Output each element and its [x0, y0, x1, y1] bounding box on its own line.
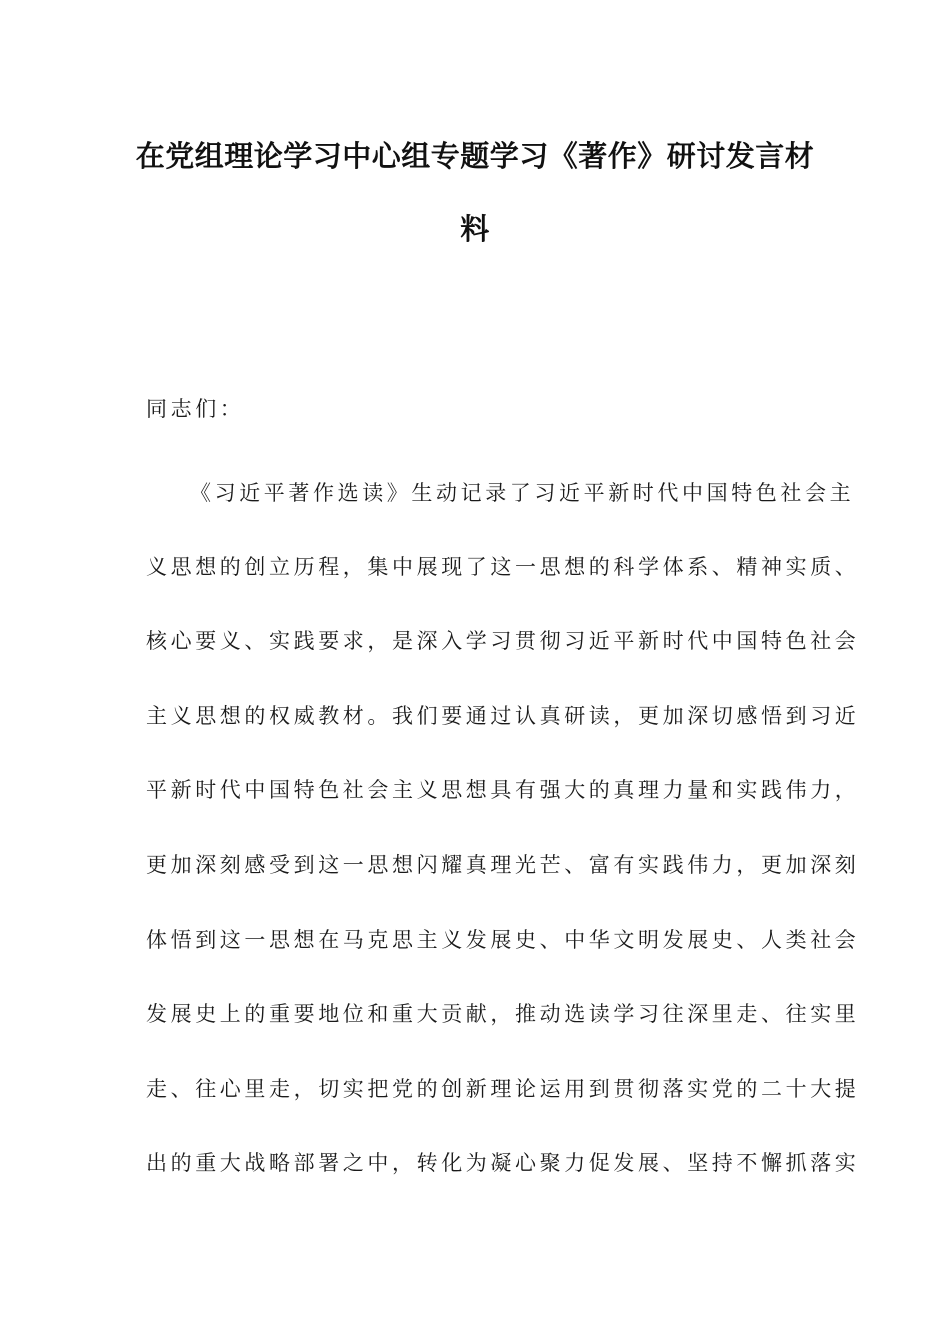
paragraph-line-4: 主义思想的权威教材。我们要通过认真研读，更加深切感悟到习近 [146, 704, 860, 728]
paragraph-line-5: 平新时代中国特色社会主义思想具有强大的真理力量和实践伟力， [146, 778, 860, 802]
paragraph-line-3: 核心要义、实践要求，是深入学习贯彻习近平新时代中国特色社会 [146, 629, 860, 653]
paragraph-line-7: 体悟到这一思想在马克思主义发展史、中华文明发展史、人类社会 [146, 928, 860, 952]
paragraph-line-2: 义思想的创立历程，集中展现了这一思想的科学体系、精神实质、 [146, 555, 860, 579]
paragraph-line-9: 走、往心里走，切实把党的创新理论运用到贯彻落实党的二十大提 [146, 1077, 860, 1101]
paragraph-line-8: 发展史上的重要地位和重大贡献，推动选读学习往深里走、往实里 [146, 1002, 860, 1026]
salutation: 同志们： [146, 397, 245, 421]
paragraph-line-10: 出的重大战略部署之中，转化为凝心聚力促发展、坚持不懈抓落实 [146, 1151, 860, 1175]
document-title-line-2: 料 [460, 212, 490, 246]
paragraph-line-6: 更加深刻感受到这一思想闪耀真理光芒、富有实践伟力，更加深刻 [146, 853, 860, 877]
document-title-line-1: 在党组理论学习中心组专题学习《著作》研讨发言材 [135, 139, 815, 173]
paragraph-line-1: 《习近平著作选读》生动记录了习近平新时代中国特色社会主 [190, 481, 855, 505]
